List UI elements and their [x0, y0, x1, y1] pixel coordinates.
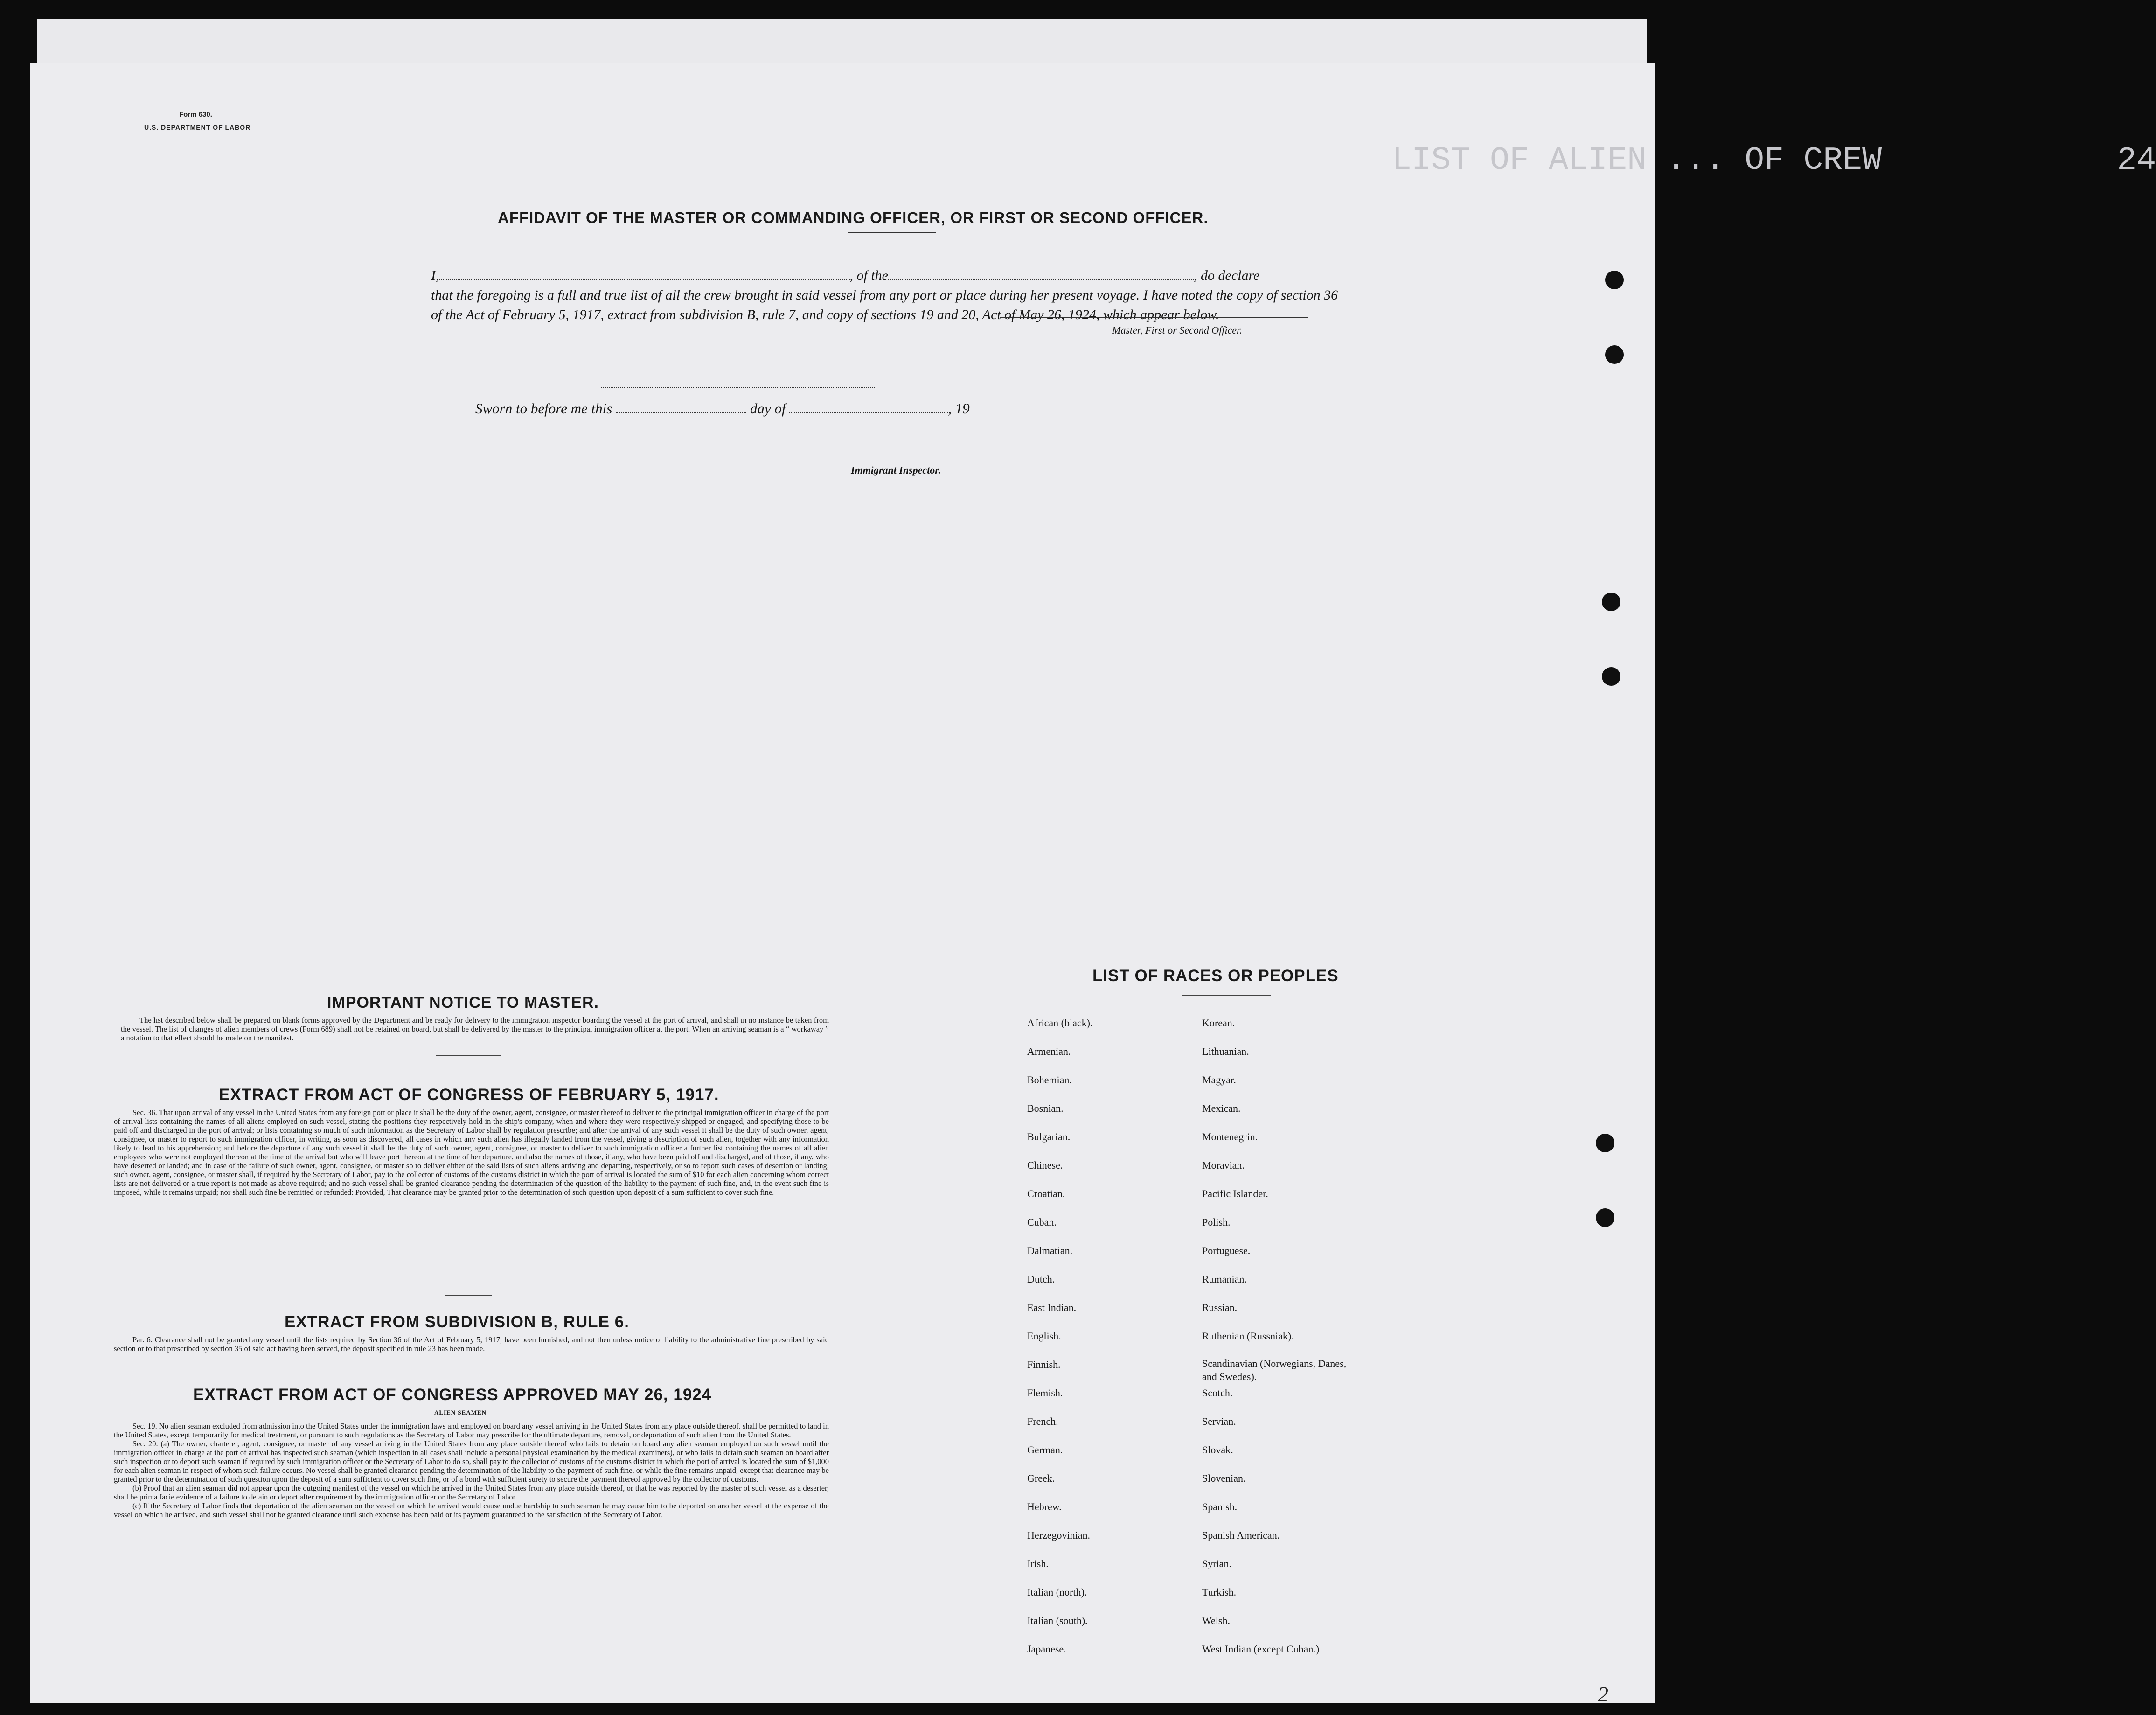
race-item: Finnish.	[1027, 1359, 1061, 1370]
master-signature-line[interactable]	[1000, 317, 1308, 318]
divider	[1182, 995, 1271, 996]
race-item: Armenian.	[1027, 1046, 1071, 1057]
sec-20b-paragraph: (b) Proof that an alien seaman did not appear upon the outgoing manifest of the vessel on which he arrived in the United States from any place outside thereof, or that he was reported by the master of such vessel as a deserter, shall be prima facie evidence of a failure to detain or deport after requirement by the immigration officer or the Secretary of Labor.	[114, 1484, 829, 1501]
day-of-label: day of	[750, 400, 786, 417]
handwritten-page-number: 2	[1598, 1682, 1608, 1706]
document-page	[30, 63, 2156, 1703]
declarant-name-line[interactable]	[439, 269, 850, 280]
race-item: Lithuanian.	[1202, 1046, 1249, 1057]
race-item: Slovenian.	[1202, 1472, 1246, 1484]
divider	[445, 1295, 492, 1296]
race-item: Spanish.	[1202, 1501, 1238, 1513]
extract-rule6-title: EXTRACT FROM SUBDIVISION B, RULE 6.	[285, 1313, 629, 1331]
punch-hole	[1605, 345, 1624, 364]
race-item: Polish.	[1202, 1216, 1231, 1228]
bleed-through-mark: LIST OF ALIEN ... OF CREW 24	[1392, 142, 2156, 179]
race-item: Flemish.	[1027, 1387, 1063, 1399]
race-item: Croatian.	[1027, 1188, 1065, 1199]
extract-1917-text	[114, 1108, 829, 1197]
race-item: Italian (north).	[1027, 1586, 1087, 1598]
race-item: East Indian.	[1027, 1302, 1077, 1313]
race-item: English.	[1027, 1330, 1061, 1342]
declaration-body: that the foregoing is a full and true list of all the crew brought in said vessel from any port or place during her present voyage. I have noted the copy of section 36 of the Act of February 5, 1917, extract from subdivision B, rule 7, and copy of sections 19 and 20, Act of May 26, 1924, which appear below.	[431, 287, 1338, 322]
notice-text	[121, 1016, 829, 1042]
race-item: Ruthenian (Russniak).	[1202, 1330, 1294, 1342]
punch-hole	[1602, 593, 1620, 611]
master-signature-label: Master, First or Second Officer.	[1112, 324, 1242, 336]
race-item: Russian.	[1202, 1302, 1238, 1313]
race-item: French.	[1027, 1415, 1058, 1427]
inspector-signature-line[interactable]	[601, 387, 876, 388]
race-item: Scotch.	[1202, 1387, 1233, 1399]
race-item: West Indian (except Cuban.)	[1202, 1643, 1320, 1655]
affidavit-title: AFFIDAVIT OF THE MASTER OR COMMANDING OFFICER, OR FIRST OR SECOND OFFICER.	[498, 209, 1209, 226]
extract-1917-title: EXTRACT FROM ACT OF CONGRESS OF FEBRUARY 5, 1917.	[219, 1086, 719, 1104]
sec-19-paragraph: Sec. 19. No alien seaman excluded from admission into the United States under the immigration laws and employed on board any vessel arriving in the United States from any place outside thereof, shall be permitted to land in the United States, except temporarily for medical treatment, or pursuant to such regulations as the Secretary of Labor may prescribe for the ultimate departure, removal, or deportation of such alien from the United States.	[114, 1422, 829, 1439]
race-item: German.	[1027, 1444, 1063, 1456]
extract-1924-text	[114, 1422, 829, 1519]
race-item: Dalmatian.	[1027, 1245, 1073, 1256]
form-number: Form 630.	[179, 111, 212, 119]
punch-hole	[1605, 271, 1624, 289]
race-item: Bohemian.	[1027, 1074, 1072, 1086]
inspector-label: Immigrant Inspector.	[851, 464, 941, 476]
notice-paragraph: The list described below shall be prepared on blank forms approved by the Department and be ready for delivery to the immigration inspector boarding the vessel at the port of arrival, and shall in no instance be taken from the vessel. The list of changes of alien members of crews (Form 689) shall not be retained on board, but shall be delivered by the master to the principal immigration officer at the port. When an arriving seaman is a “ workaway ” a notation to that effect should be made on the manifest.	[121, 1016, 829, 1042]
race-item: Bulgarian.	[1027, 1131, 1071, 1143]
races-title: LIST OF RACES OR PEOPLES	[1092, 967, 1339, 985]
extract-1924-title: EXTRACT FROM ACT OF CONGRESS APPROVED MAY 26, 1924	[193, 1386, 712, 1404]
race-item: Slovak.	[1202, 1444, 1233, 1456]
race-item: Spanish American.	[1202, 1529, 1280, 1541]
punch-hole	[1596, 1208, 1614, 1227]
declaration-first-line	[431, 266, 1345, 286]
race-item: Hebrew.	[1027, 1501, 1062, 1513]
vessel-name-line[interactable]	[888, 269, 1194, 280]
extract-rule6-text	[114, 1335, 829, 1353]
section-36-paragraph: Sec. 36. That upon arrival of any vessel in the United States from any foreign port or place it shall be the duty of the owner, agent, consignee, or master thereof to deliver to the principal immigration officer in charge of the port of arrival lists containing the names of all aliens employed on such vessel, stating the positions they respectively hold in the ship's company, when and where they were respectively shipped or engaged, and specifying those to be paid off and discharged in the port of arrival; or lists containing so much of such information as the Secretary of Labor shall by regulation prescribe; and after the arrival of any such vessel it shall be the duty of such owner, agent, consignee, or master to report to such immigration officer, in writing, as soon as discovered, all cases in which any such alien has illegally landed from the vessel, giving a description of such alien, together with any information likely to lead to his apprehension; and before the departure of any such vessel it shall be the duty of such owner, agent, consignee, or master to deliver to such immigration officer a further list containing the names of all alien employees who were not employed thereon at the time of the arrival but who will leave port thereon at the time of her departure, and also the names of those, if any, who have been paid off and discharged, and of those, if any, who have deserted or landed; and in case of the failure of such owner, agent, consignee, or master so to deliver either of the said lists of such aliens arriving and departing, respectively, or so to report such cases of desertion or landing, such owner, agent, consignee, or master shall, if required by the Secretary of Labor, pay to the collector of customs of the customs district in which the port of arrival is located the sum of $10 for each alien concerning whom correct lists are not delivered or a true report is not made as above required; and no such vessel shall be granted clearance pending the determination of the question of the liability to the payment of such fine, and, in the event such fine is imposed, while it remains unpaid; nor shall such fine be remitted or refunded: Provided, That clearance may be granted prior to the determination of such question upon deposit of a sum sufficient to cover such fine.	[114, 1108, 829, 1197]
race-item: Cuban.	[1027, 1216, 1057, 1228]
race-item: Syrian.	[1202, 1558, 1231, 1569]
sec-20a-paragraph: Sec. 20. (a) The owner, charterer, agent, consignee, or master of any vessel arriving in the United States from any place outside thereof who fails to detain on board any alien seaman employed on such vessel until the immigration officer in charge at the port of arrival has inspected such seaman (which inspection in all cases shall include a personal physical examination by the medical examiners), or who fails to detain such seaman on board after such inspection or to deport such seaman if required by such immigration officer or the Secretary of Labor to do so, shall pay to the collector of customs of the customs district in which the port of arrival is located the sum of $1,000 for each alien seaman in respect of whom such failure occurs. No vessel shall be granted clearance pending the determination of the liability to the payment of such fine, or while the fine remains unpaid, except that clearance may be granted prior to the determination of such question upon the deposit of a sum sufficient to cover such fine, or of a bond with sufficient surety to secure the payment thereof approved by the collector of customs.	[114, 1439, 829, 1484]
vessel-label: , of the	[849, 268, 888, 283]
declare-label: , do declare	[1194, 268, 1260, 283]
race-item: Rumanian.	[1202, 1273, 1247, 1285]
race-item: Italian (south).	[1027, 1615, 1088, 1626]
race-item: Turkish.	[1202, 1586, 1237, 1598]
sworn-prefix: Sworn to before me this	[475, 400, 612, 417]
race-item: Welsh.	[1202, 1615, 1230, 1626]
race-item: Dutch.	[1027, 1273, 1055, 1285]
race-item: Montenegrin.	[1202, 1131, 1258, 1143]
punch-hole	[1602, 667, 1620, 686]
declarant-label: I,	[431, 268, 439, 283]
alien-seamen-subtitle: ALIEN SEAMEN	[434, 1409, 487, 1416]
race-item: Scandinavian (Norwegians, Danes, and Swedes).	[1202, 1358, 1347, 1382]
race-item: Irish.	[1027, 1558, 1049, 1569]
notice-title: IMPORTANT NOTICE TO MASTER.	[327, 994, 599, 1011]
race-item: Portuguese.	[1202, 1245, 1251, 1256]
divider	[436, 1055, 501, 1056]
department-name: U.S. DEPARTMENT OF LABOR	[144, 124, 251, 131]
race-item: Chinese.	[1027, 1159, 1063, 1171]
race-item: Greek.	[1027, 1472, 1055, 1484]
race-item: Moravian.	[1202, 1159, 1245, 1171]
race-item: Servian.	[1202, 1415, 1236, 1427]
race-item: Korean.	[1202, 1017, 1235, 1029]
race-item: Bosnian.	[1027, 1102, 1064, 1114]
year-label: , 19	[948, 400, 970, 417]
par-6-paragraph: Par. 6. Clearance shall not be granted any vessel until the lists required by Section 36 of the Act of February 5, 1917, have been furnished, and not then unless notice of liability to the administrative fine prescribed by said section or to that prescribed by section 35 of said act having been served, the deposit specified in rule 23 has been made.	[114, 1335, 829, 1353]
race-item: Mexican.	[1202, 1102, 1241, 1114]
sworn-day-line[interactable]	[616, 402, 746, 413]
race-item: Herzegovinian.	[1027, 1529, 1090, 1541]
punch-hole	[1596, 1134, 1614, 1152]
race-item: African (black).	[1027, 1017, 1093, 1029]
race-item: Pacific Islander.	[1202, 1188, 1268, 1199]
sworn-statement	[475, 400, 970, 417]
affidavit-declaration	[431, 266, 1345, 325]
sworn-month-line[interactable]	[789, 402, 948, 413]
race-item: Japanese.	[1027, 1643, 1066, 1655]
race-item: Magyar.	[1202, 1074, 1236, 1086]
sec-20c-paragraph: (c) If the Secretary of Labor finds that deportation of the alien seaman on the vessel on which he arrived would cause undue hardship to such seaman he may cause him to be deported on another vessel at the expense of the vessel on which he arrived, and such vessel shall not be granted clearance until such expense has been paid or its payment guaranteed to the satisfaction of the Secretary of Labor.	[114, 1501, 829, 1519]
